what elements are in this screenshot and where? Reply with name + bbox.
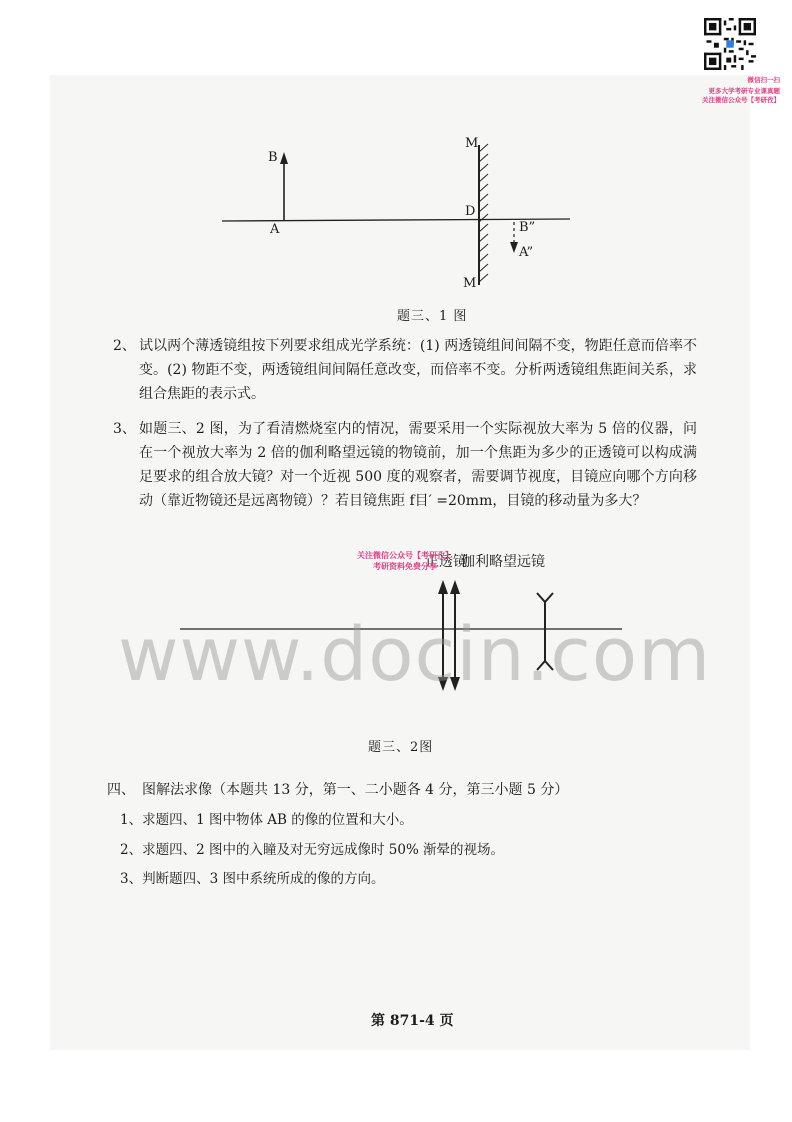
figure-1-caption: 题三、1 图 [397,309,468,324]
section-4-item-3: 3、判断题四、3 图中系统所成的像的方向。 [120,871,385,887]
pink-watermark-line-2: 考研资料免费分享 [373,562,437,571]
qr-caption: 微信扫一扫 [747,76,780,84]
question-number: 3、 [113,421,136,437]
question-text: 试以两个薄透镜组按下列要求组成光学系统：(1) 两透镜组间间隔不变，物距任意而倍率不变。(2) 物距不变，两透镜组间间隔任意改变，而倍率不变。分析两透镜组焦距间关系，求组合焦距的表示式。 [139,338,697,402]
figure-2-caption: 题三、2图 [368,740,434,755]
section-4-item-1: 1、求题四、1 图中物体 AB 的像的位置和大小。 [120,812,413,828]
question-number: 2、 [113,338,136,354]
label-galilean-telescope: 伽利略望远镜 [461,554,545,570]
label-D: D [465,204,476,219]
label-B-image: B” [519,220,536,235]
label-M-top: M [465,136,479,151]
label-A: A [270,222,280,237]
qr-caption: 更多大学考研专业课真题 [708,87,780,95]
section-4-title: 四、 图解法求像（本题共 13 分，第一、二小题各 4 分，第三小题 5 分） [107,782,569,798]
question-text: 如题三、2 图，为了看清燃烧室内的情况，需要采用一个实际视放大率为 5 倍的仪器，问在一个视放大率为 2 倍的伽利略望远镜的物镜前，加一个焦距为多少的正透镜可以构成满足要求的组合放大镜？对一个近视 500 度的观察者，需要调节视度，目镜应向哪个方向移动（靠近物镜还是远离物镜）？若目镜焦距 f目′ =20mm，目镜的移动量为多大？ [139,421,697,509]
docin-watermark: www.docin.com [118,612,712,698]
label-B: B [268,150,278,165]
pink-watermark-line-1: 关注微信公众号【考研孜】 [357,551,453,560]
label-A-image: A” [519,245,534,260]
label-positive-lens: 正透镜 [425,554,467,570]
page-number: 第 871-4 页 [371,1013,454,1029]
label-M-bottom: M [463,276,477,291]
qr-caption: 关注微信公众号【考研孜】 [702,96,780,104]
section-4-item-2: 2、求题四、2 图中的入瞳及对无穷远成像时 50% 渐晕的视场。 [120,842,505,858]
